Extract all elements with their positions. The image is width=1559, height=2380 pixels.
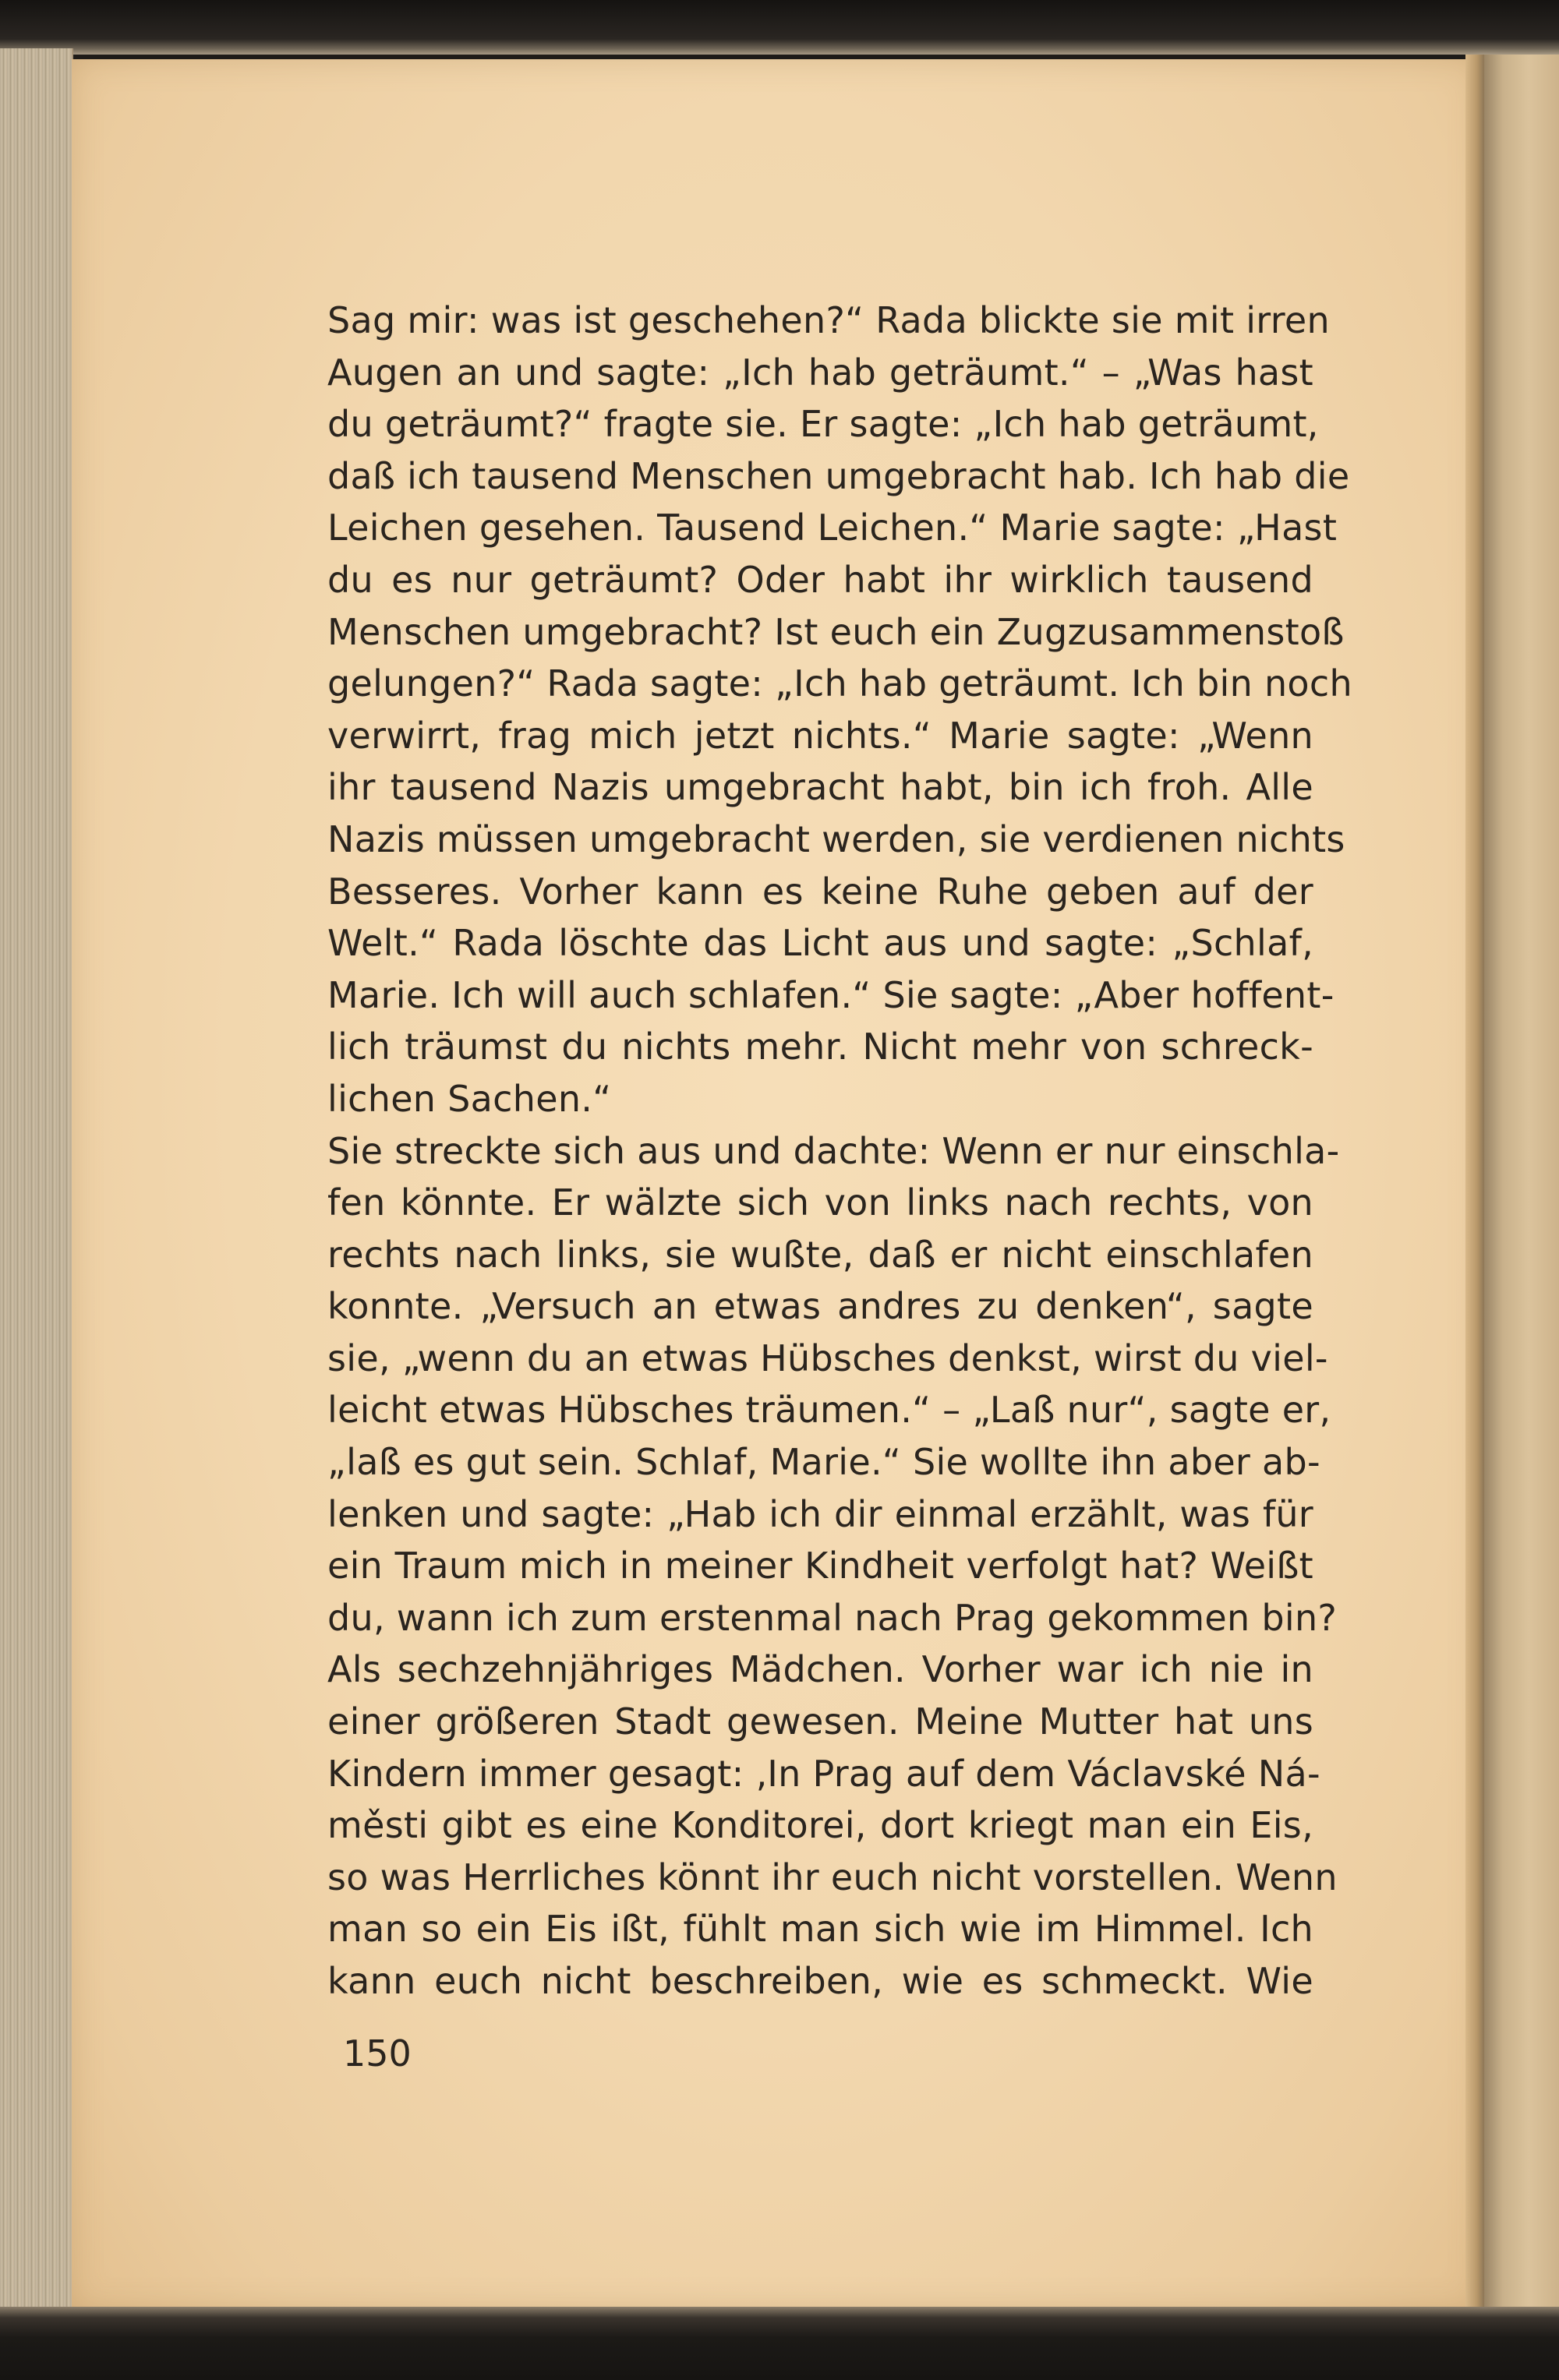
text-line: kann euch nicht beschreiben, wie es schmeckt. Wie xyxy=(327,1960,1313,2002)
text-line: Nazis müssen umgebracht werden, sie verdienen nichts xyxy=(327,817,1345,860)
text-line: leicht etwas Hübsches träumen.“ – „Laß nur“, sagte er, xyxy=(327,1389,1331,1432)
text-line: rechts nach links, sie wußte, daß er nicht einschlafen xyxy=(327,1233,1313,1276)
text-line: man so ein Eis ißt, fühlt man sich wie im Himmel. Ich xyxy=(327,1908,1313,1951)
text-line: ein Traum mich in meiner Kindheit verfolgt hat? Weißt xyxy=(327,1545,1313,1587)
next-page-edge xyxy=(1484,55,1559,2311)
text-line: gelungen?“ Rada sagte: „Ich hab geträumt. Ich bin noch xyxy=(327,662,1352,705)
text-line: fen könnte. Er wälzte sich von links nach rechts, von xyxy=(327,1181,1313,1224)
text-line: ihr tausend Nazis umgebracht habt, bin ich froh. Alle xyxy=(327,766,1313,809)
text-line: daß ich tausend Menschen umgebracht hab. Ich hab die xyxy=(327,454,1350,497)
text-line: Sag mir: was ist geschehen?“ Rada blickte sie mit irren xyxy=(327,299,1330,341)
text-line: konnte. „Versuch an etwas andres zu denken“, sagte xyxy=(327,1285,1313,1328)
text-line: einer größeren Stadt gewesen. Meine Mutter hat uns xyxy=(327,1700,1313,1743)
text-line: Welt.“ Rada löschte das Licht aus und sagte: „Schlaf, xyxy=(327,922,1313,965)
scan-top-edge xyxy=(0,0,1559,55)
text-line: Augen an und sagte: „Ich hab geträumt.“ – „Was hast xyxy=(327,351,1313,394)
text-line: Als sechzehnjähriges Mädchen. Vorher war ich nie in xyxy=(327,1648,1313,1691)
text-line: Menschen umgebracht? Ist euch ein Zugzusammenstoß xyxy=(327,610,1345,653)
text-line: lich träumst du nichts mehr. Nicht mehr von schreck- xyxy=(327,1026,1313,1068)
text-line: so was Herrliches könnt ihr euch nicht vorstellen. Wenn xyxy=(327,1856,1338,1898)
body-text xyxy=(327,295,1352,2007)
text-line: du geträumt?“ fragte sie. Er sagte: „Ich hab geträumt, xyxy=(327,403,1319,446)
text-line: Leichen gesehen. Tausend Leichen.“ Marie sagte: „Hast xyxy=(327,507,1338,549)
text-line: du, wann ich zum erstenmal nach Prag gekommen bin? xyxy=(327,1596,1338,1639)
text-line: verwirrt, frag mich jetzt nichts.“ Marie sagte: „Wenn xyxy=(327,714,1313,757)
text-line: Marie. Ich will auch schlafen.“ Sie sagte: „Aber hoffent- xyxy=(327,973,1335,1016)
scan-bottom-edge xyxy=(0,2307,1559,2380)
text-line: „laß es gut sein. Schlaf, Marie.“ Sie wollte ihn aber ab- xyxy=(327,1441,1320,1484)
stacked-page-edges xyxy=(0,48,73,2312)
text-line: lenken und sagte: „Hab ich dir einmal erzählt, was für xyxy=(327,1492,1313,1535)
book-gutter xyxy=(1465,55,1484,2311)
text-line: Besseres. Vorher kann es keine Ruhe geben auf der xyxy=(327,870,1313,913)
text-line: lichen Sachen.“ xyxy=(327,1077,612,1120)
text-line: du es nur geträumt? Oder habt ihr wirklich tausend xyxy=(327,558,1313,601)
page-number: 150 xyxy=(343,2032,412,2075)
text-line: městi gibt es eine Konditorei, dort kriegt man ein Eis, xyxy=(327,1804,1313,1847)
text-line: Sie streckte sich aus und dachte: Wenn er nur einschla- xyxy=(327,1129,1340,1172)
text-line: Kindern immer gesagt: ‚In Prag auf dem Václavské Ná- xyxy=(327,1752,1320,1795)
text-line: sie, „wenn du an etwas Hübsches denkst, wirst du viel- xyxy=(327,1337,1328,1379)
